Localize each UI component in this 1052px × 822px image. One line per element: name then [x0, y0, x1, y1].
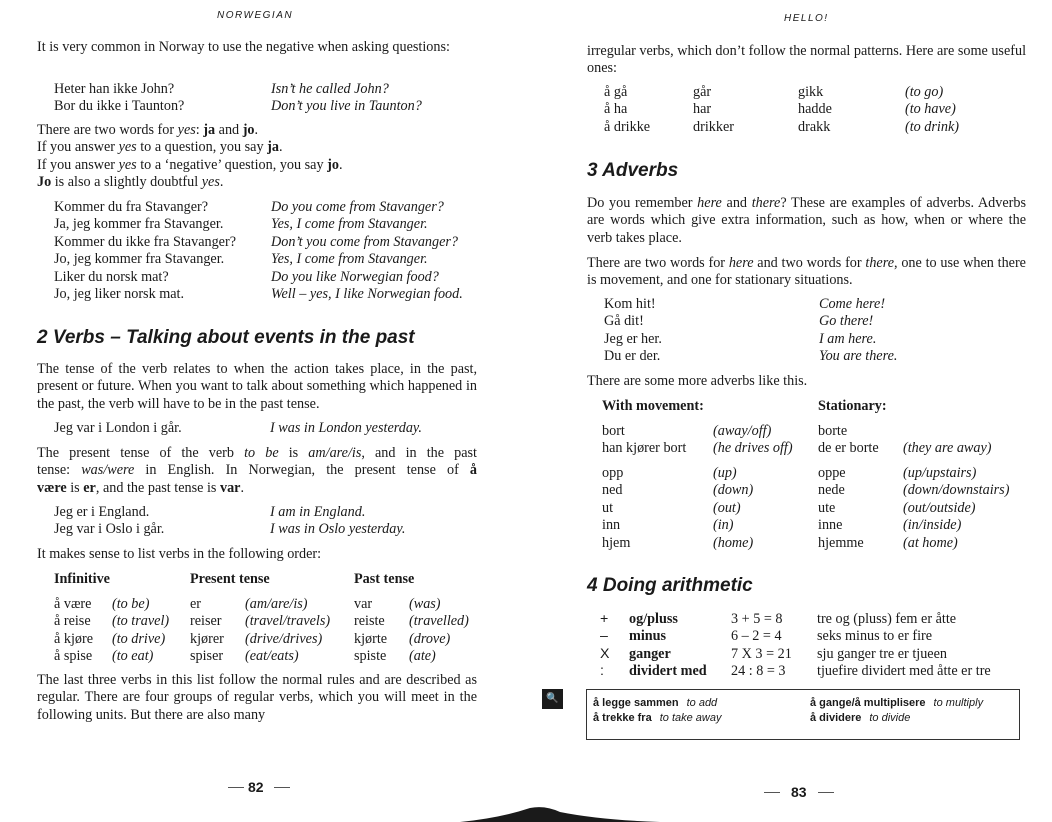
vocab-entry: å gange/å multiplisere to multiply	[810, 697, 984, 709]
section-2-heading: 2 Verbs – Talking about events in the past	[37, 327, 415, 348]
verb-present-en: (am/are/is)	[245, 596, 308, 612]
verb-infinitive: å reise	[54, 613, 91, 630]
irregular-en: (to go)	[905, 84, 944, 100]
adverb-movement-en: (home)	[713, 534, 754, 551]
more-adverbs-sentence: There are some more adverbs like this.	[587, 373, 808, 389]
vocabulary-box	[586, 689, 1020, 740]
example-en: You are there.	[819, 348, 898, 365]
adverb-movement-en: (down)	[713, 482, 754, 499]
yes-line: If you answer yes to a question, you say ja.	[37, 139, 283, 156]
adverb-stationary-en: (out/outside)	[903, 499, 976, 516]
verb-present: reiser	[190, 613, 222, 630]
verb-present-en: (travel/travels)	[245, 613, 331, 630]
irregular-present: drikker	[693, 118, 734, 135]
verb-past: reiste	[354, 613, 385, 630]
adverb-stationary: borte	[818, 423, 848, 439]
running-header-left: NORWEGIAN	[217, 10, 294, 21]
header-with-movement: With movement:	[602, 398, 704, 414]
verb-past-en: (drove)	[409, 630, 451, 647]
example-en: Isn’t he called John?	[271, 81, 389, 97]
irregular-present: har	[693, 101, 712, 118]
dialogue-en: Do you come from Stavanger?	[271, 199, 444, 215]
verb-infinitive-en: (to eat)	[112, 648, 154, 665]
irregular-past: drakk	[798, 118, 831, 135]
arith-text: sju ganger tre er tjueen	[817, 645, 947, 662]
adverb-movement-en: (out)	[713, 499, 741, 516]
tense-paragraph: The tense of the verb relates to when the action takes place, in the past, present or future. When you want to talk about something which happened in the past, the verb will have to be in the past tense.	[37, 361, 477, 412]
england-examples	[54, 504, 405, 539]
arith-equation: 6 – 2 = 4	[731, 628, 782, 645]
irregular-infinitive: å gå	[604, 84, 628, 100]
page-number-dash	[764, 792, 780, 793]
arith-word: og/pluss	[629, 611, 678, 627]
example-en: I was in Oslo yesterday.	[270, 521, 406, 538]
regular-verbs-paragraph: The last three verbs in this list follow the normal rules and are described as regular. There are four groups of regular verbs, which you will meet in the following units. But there are also many	[37, 672, 477, 723]
page-number-left: 82	[248, 779, 264, 795]
example-no: Du er der.	[604, 348, 661, 365]
arith-symbol: +	[600, 611, 609, 627]
here-there-examples	[604, 296, 897, 366]
example-en: I was in London yesterday.	[270, 420, 422, 436]
dialogue-examples	[54, 199, 463, 303]
adverb-stationary-en: (at home)	[903, 534, 958, 551]
col-header-present: Present tense	[190, 571, 270, 587]
arith-text: tre og (pluss) fem er åtte	[817, 611, 957, 627]
verb-past: var	[354, 596, 373, 612]
adverb-movement: inn	[602, 517, 621, 534]
dialogue-en: Yes, I come from Stavanger.	[271, 251, 428, 268]
arithmetic-table	[600, 611, 991, 681]
adverb-stationary-en: (in/inside)	[903, 517, 962, 534]
adverb-stationary: nede	[818, 482, 845, 499]
yes-line: There are two words for yes: ja and jo.	[37, 122, 259, 138]
example-no: Bor du ikke i Taunton?	[54, 98, 185, 115]
adverbs-table-group-2	[602, 465, 1009, 552]
dialogue-no: Jo, jeg liker norsk mat.	[54, 286, 185, 303]
irregular-en: (to drink)	[905, 118, 959, 135]
adverbs-paragraph-2: There are two words for here and two words for there, one to use when there is movement, and one for stationary situations.	[587, 255, 1026, 289]
irregular-present: går	[693, 84, 712, 100]
adverb-stationary-en	[903, 423, 992, 440]
irregular-en: (to have)	[905, 101, 956, 118]
adverb-movement: ned	[602, 482, 623, 499]
dialogue-no: Liker du norsk mat?	[54, 268, 169, 285]
yes-line: Jo is also a slightly doubtful yes.	[37, 174, 224, 191]
adverb-stationary: de er borte	[818, 440, 879, 457]
adverb-stationary: oppe	[818, 465, 846, 481]
adverb-movement: han kjører bort	[602, 440, 687, 457]
adverb-stationary-en: (they are away)	[903, 440, 992, 457]
verb-present-en: (eat/eats)	[245, 648, 299, 665]
adverb-movement-en: (in)	[713, 517, 734, 534]
dialogue-en: Don’t you come from Stavanger?	[271, 233, 459, 250]
arith-text: seks minus to er fire	[817, 628, 933, 645]
verb-infinitive: å spise	[54, 648, 93, 665]
arith-word: minus	[629, 628, 667, 645]
vocab-entry: å dividere to divide	[810, 712, 911, 724]
adverb-movement: ut	[602, 499, 614, 516]
adverbs-table-group-1	[602, 423, 992, 458]
page-number-dash	[818, 792, 834, 793]
adverb-stationary-en: (up/upstairs)	[903, 465, 977, 481]
example-no: Jeg er i England.	[54, 504, 150, 520]
page-number-dash	[274, 787, 290, 788]
page-number-dash	[228, 787, 244, 788]
example-no: Jeg er her.	[604, 330, 662, 347]
example-no: Kom hit!	[604, 296, 656, 312]
example-en: Don’t you live in Taunton?	[271, 98, 422, 115]
right-page	[526, 0, 1052, 822]
example-en: I am here.	[819, 330, 877, 347]
dialogue-no: Ja, jeg kommer fra Stavanger.	[54, 216, 224, 233]
arith-symbol: –	[600, 628, 608, 645]
adverb-stationary: hjemme	[818, 534, 864, 551]
verb-past-en: (was)	[409, 596, 441, 612]
verb-table	[54, 596, 469, 666]
example-no: Heter han ikke John?	[54, 81, 175, 97]
verb-past: kjørte	[354, 630, 388, 647]
dialogue-no: Kommer du fra Stavanger?	[54, 199, 209, 215]
irregular-past: hadde	[798, 101, 832, 118]
arith-text: tjuefire dividert med åtte er tre	[817, 663, 991, 680]
dialogue-en: Do you like Norwegian food?	[271, 268, 439, 285]
yes-line: If you answer yes to a ‘negative’ question, you say jo.	[37, 156, 343, 173]
dialogue-no: Kommer du ikke fra Stavanger?	[54, 233, 237, 250]
order-sentence: It makes sense to list verbs in the following order:	[37, 546, 322, 562]
arith-symbol: :	[600, 663, 604, 680]
irregular-paragraph: irregular verbs, which don’t follow the normal patterns. Here are some useful ones:	[587, 43, 1027, 77]
verb-present: er	[190, 596, 202, 612]
verb-past-en: (ate)	[409, 648, 436, 665]
present-tense-paragraph: The present tense of the verb to be is am/are/is, and in the past tense: was/were in English. In Norwegian, the present tense of å være is er, and the past tense is var.	[37, 445, 478, 496]
vocab-entry: å trekke fra to take away	[593, 712, 722, 724]
running-header-right: HELLO!	[784, 13, 829, 24]
arith-symbol: X	[600, 645, 610, 662]
example-no: Jeg var i Oslo i går.	[54, 521, 165, 538]
verb-infinitive-en: (to drive)	[112, 630, 166, 647]
col-header-past: Past tense	[354, 571, 415, 587]
adverb-movement: bort	[602, 423, 625, 439]
irregular-verb-table	[604, 84, 959, 136]
adverb-movement-en: (away/off)	[713, 423, 772, 439]
adverbs-paragraph-1: Do you remember here and there? These are examples of adverbs. Adverbs are words which give extra information, such as how, when or where the verb takes place.	[587, 195, 1026, 246]
london-example	[54, 420, 422, 437]
verb-present-en: (drive/drives)	[245, 630, 323, 647]
vocab-entry: å legge sammen to add	[593, 697, 718, 709]
adverb-movement-en: (he drives off)	[713, 440, 793, 457]
irregular-infinitive: å ha	[604, 101, 628, 118]
adverb-movement: hjem	[602, 534, 631, 551]
vocab-magnifier-icon: 🔍	[542, 689, 563, 709]
verb-infinitive: å være	[54, 596, 92, 612]
dialogue-no: Jo, jeg kommer fra Stavanger.	[54, 251, 225, 268]
verb-infinitive-en: (to be)	[112, 596, 150, 612]
example-en: Go there!	[819, 313, 874, 330]
dialogue-en: Yes, I come from Stavanger.	[271, 216, 428, 233]
example-no: Jeg var i London i går.	[54, 420, 182, 436]
arith-equation: 24 : 8 = 3	[731, 663, 786, 680]
example-en: Come here!	[819, 296, 886, 312]
arith-equation: 3 + 5 = 8	[731, 611, 783, 627]
adverb-movement-en: (up)	[713, 465, 737, 481]
arith-equation: 7 X 3 = 21	[731, 645, 792, 662]
arith-word: dividert med	[629, 663, 707, 680]
example-en: I am in England.	[270, 504, 366, 520]
irregular-past: gikk	[798, 84, 824, 100]
intro-paragraph: It is very common in Norway to use the negative when asking questions:	[37, 39, 450, 55]
yes-explanation	[37, 122, 477, 192]
verb-present: spiser	[190, 648, 224, 665]
arith-word: ganger	[629, 645, 671, 662]
verb-infinitive: å kjøre	[54, 630, 93, 647]
page-number-right: 83	[791, 784, 807, 800]
section-4-heading: 4 Doing arithmetic	[587, 575, 753, 596]
adverb-stationary: inne	[818, 517, 843, 534]
irregular-infinitive: å drikke	[604, 118, 651, 135]
verb-present: kjører	[190, 630, 224, 647]
adverb-stationary: ute	[818, 499, 836, 516]
header-stationary: Stationary:	[818, 398, 887, 414]
dialogue-en: Well – yes, I like Norwegian food.	[271, 286, 463, 303]
negative-examples	[54, 81, 422, 116]
adverb-stationary-en: (down/downstairs)	[903, 482, 1010, 499]
adverb-movement: opp	[602, 465, 624, 481]
book-spine-shadow	[460, 806, 660, 822]
verb-past: spiste	[354, 648, 387, 665]
col-header-infinitive: Infinitive	[54, 571, 110, 587]
section-3-heading: 3 Adverbs	[587, 160, 679, 181]
example-no: Gå dit!	[604, 313, 644, 330]
verb-past-en: (travelled)	[409, 613, 469, 630]
verb-infinitive-en: (to travel)	[112, 613, 170, 630]
